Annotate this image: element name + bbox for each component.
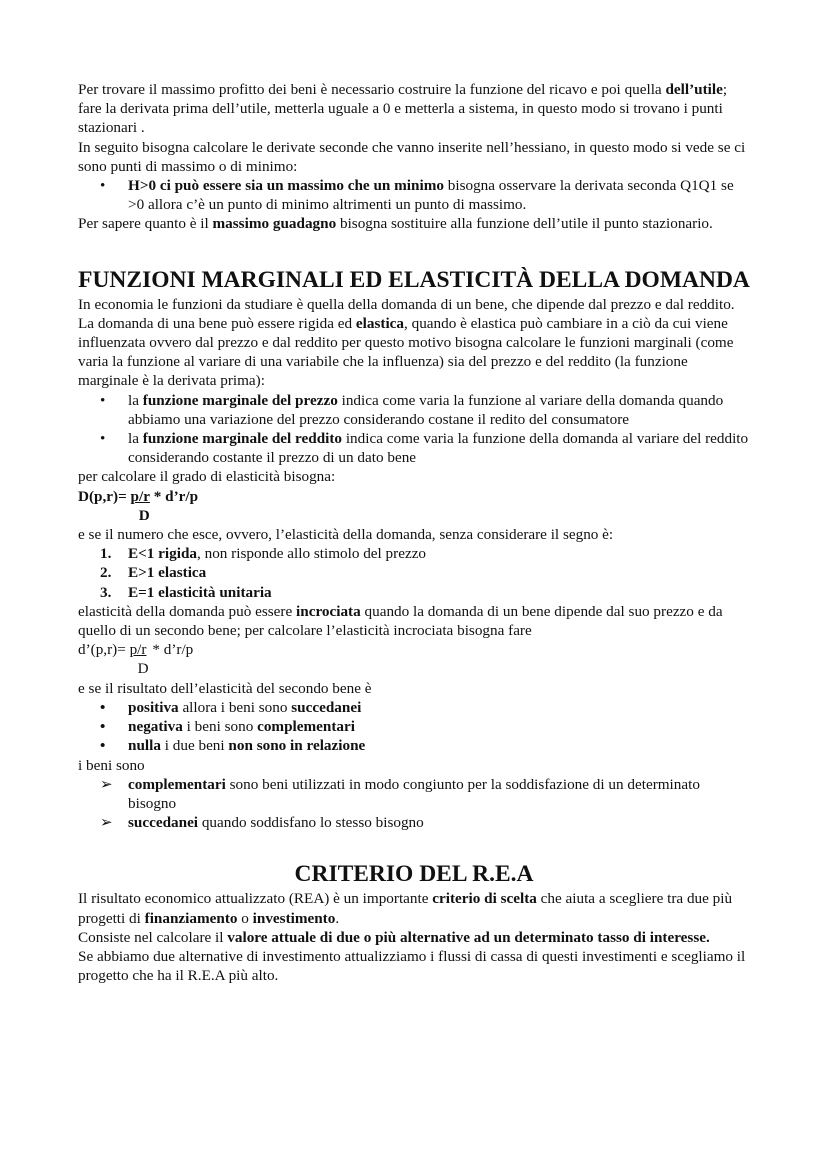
list-item: • negativa i beni sono complementari xyxy=(100,718,355,736)
section1-paragraph-5: elasticità della domanda può essere incrociata quando la domanda di un bene dipende dal suo prezzo e da quello di un secondo bene; per calcolare l’elasticità incrociata bisogna fare xyxy=(78,602,723,640)
bullet-icon: • xyxy=(100,698,106,716)
section1-paragraph-1: In economia le funzioni da studiare è quella della domanda di un bene, che dipende dal prezzo e dal reddito. xyxy=(78,295,735,313)
section2-paragraph-2: Consiste nel calcolare il valore attuale di due o più alternative ad un determinato tasso di interesse. xyxy=(78,928,710,946)
list-item: ➢ succedanei quando soddisfano lo stesso bisogno xyxy=(100,814,424,832)
goods-types-list xyxy=(78,775,750,833)
section1-paragraph-4: e se il numero che esce, ovvero, l’elasticità della domanda, senza considerare il segno è: xyxy=(78,526,614,544)
arrow-bullet-icon: ➢ xyxy=(100,814,113,832)
section1-paragraph-3: per calcolare il grado di elasticità bisogna: xyxy=(78,468,336,486)
bullet-icon: • xyxy=(100,718,106,736)
section1-paragraph-2: La domanda di una bene può essere rigida ed elastica, quando è elastica può cambiare in a ciò da cui viene influenzata ovvero dal prezzo e dal reddito per questo motivo bisogna calcolare le funzioni marginali (come varia la funzione al variare di una variabile che la influenza) sia del prezzo e del reddito (la funzione marginale è la derivata prima): xyxy=(78,314,734,390)
elasticity-cases-list xyxy=(78,544,750,602)
list-item: • positiva allora i beni sono succedanei xyxy=(100,698,362,716)
cross-elasticity-formula: d’(p,r)= $\frac{p/r}{D}$ * d’r/p xyxy=(78,641,194,678)
list-item: • la funzione marginale del prezzo indica come varia la funzione al variare della domanda quando abbiamo una variazione del prezzo considerando costane il redito del consumatore xyxy=(100,391,724,428)
section1-paragraph-6: e se il risultato dell’elasticità del secondo bene è xyxy=(78,679,372,697)
bullet-icon: • xyxy=(100,391,106,409)
section-title-elasticity: FUNZIONI MARGINALI ED ELASTICITÀ DELLA DOMANDA xyxy=(78,266,750,293)
document-page xyxy=(78,80,750,985)
list-item: • la funzione marginale del reddito indica come varia la funzione della domanda al variare del reddito considerando costante il prezzo di un dato bene xyxy=(100,430,749,467)
section2-paragraph-3: Se abbiamo due alternative di investimento attualizziamo i flussi di cassa di questi investimenti e scegliamo il progetto che ha il R.E.A più alto. xyxy=(78,947,746,985)
arrow-bullet-icon: ➢ xyxy=(100,775,113,793)
list-item: 3. E=1 elasticità unitaria xyxy=(100,583,272,601)
list-item: ➢ complementari sono beni utilizzati in modo congiunto per la soddisfazione di un determinato bisogno xyxy=(100,775,700,812)
elasticity-formula: $D(p,r)= \frac{p/r}{D}$ * d’r/p xyxy=(78,487,199,524)
section2-paragraph-1: Il risultato economico attualizzato (REA) è un importante criterio di scelta che aiuta a scegliere tra due più progetti di finanziamento o investimento. xyxy=(78,890,733,927)
list-item: • H>0 ci può essere sia un massimo che un minimo bisogna osservare la derivata seconda Q1Q1 se >0 allora c’è un punto di minimo altrimenti un punto di massimo. xyxy=(100,177,734,214)
intro-paragraph-2: In seguito bisogna calcolare le derivate seconde che vanno inserite nell’hessiano, in questo modo si vede se ci sono punti di massimo o di minimo: xyxy=(78,138,746,175)
section-title-rea: CRITERIO DEL R.E.A xyxy=(294,861,534,888)
list-item: 1. E<1 rigida, non risponde allo stimolo del prezzo xyxy=(100,545,427,563)
list-item: • nulla i due beni non sono in relazione xyxy=(100,737,366,755)
marginal-functions-list xyxy=(78,391,750,468)
intro-paragraph-3: Per sapere quanto è il massimo guadagno bisogna sostituire alla funzione dell’utile il punto stazionario. xyxy=(78,215,713,233)
list-item: 2. E>1 elastica xyxy=(100,564,207,582)
bullet-icon: • xyxy=(100,430,106,448)
intro-bullet-list xyxy=(78,176,750,214)
cross-elasticity-list xyxy=(78,698,750,756)
section1-paragraph-7: i beni sono xyxy=(78,756,145,774)
bullet-icon: • xyxy=(100,177,106,195)
bullet-icon: • xyxy=(100,737,106,755)
intro-paragraph-1: Per trovare il massimo profitto dei beni è necessario costruire la funzione del ricavo e poi quella dell’utile; fare la derivata prima dell’utile, metterla uguale a 0 e metterla a sistema, in questo modo si trovano i punti stazionari . xyxy=(78,81,728,137)
